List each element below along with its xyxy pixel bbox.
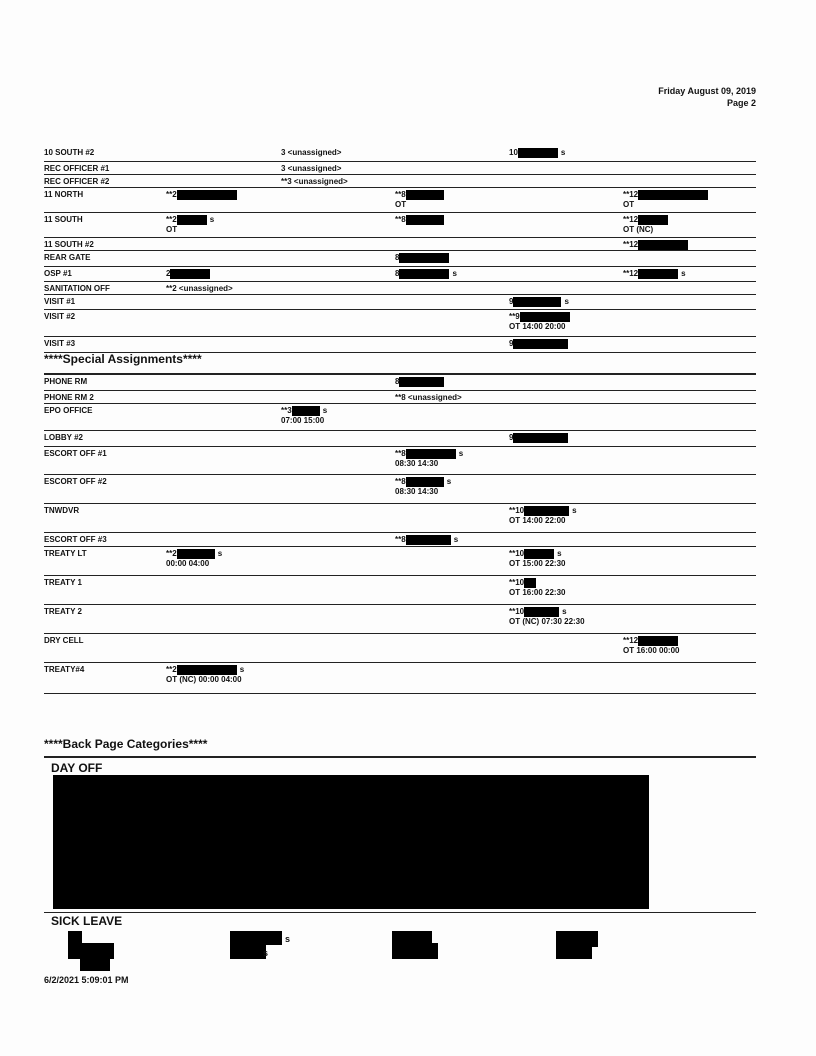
shift-code bbox=[623, 190, 708, 200]
shift-detail bbox=[509, 516, 577, 525]
cell-text: 8 bbox=[395, 269, 400, 279]
dollar-mark: s bbox=[560, 148, 566, 158]
back-page-categories-heading: ****Back Page Categories**** bbox=[44, 737, 208, 751]
post-name: TREATY#4 bbox=[44, 665, 85, 674]
roster-row bbox=[44, 533, 756, 547]
shift-code bbox=[509, 312, 570, 322]
shift-code bbox=[166, 665, 244, 675]
shift-code bbox=[509, 339, 568, 349]
post-name: ESCORT OFF #2 bbox=[44, 477, 107, 486]
dollar-mark: s bbox=[681, 269, 686, 279]
redaction-block bbox=[406, 190, 444, 200]
cell-text: **12 bbox=[623, 240, 639, 250]
roster-row bbox=[44, 504, 756, 533]
cell-text: **2 bbox=[166, 215, 177, 225]
post-name: OSP #1 bbox=[44, 269, 72, 278]
shift-code bbox=[509, 148, 565, 158]
shift-code bbox=[166, 215, 214, 225]
redaction-block bbox=[177, 549, 215, 559]
page-number: Page 2 bbox=[726, 98, 756, 108]
redaction-block bbox=[520, 312, 570, 322]
cell-text: **2 bbox=[166, 665, 177, 675]
dollar-mark: s bbox=[446, 477, 452, 487]
print-timestamp: 6/2/2021 5:09:01 PM bbox=[44, 975, 129, 985]
roster-row bbox=[44, 267, 756, 282]
redaction-block bbox=[556, 931, 598, 947]
dollar-mark: s bbox=[285, 934, 291, 944]
shift-code bbox=[623, 215, 668, 225]
shift-code bbox=[509, 578, 565, 588]
dollar-mark: s bbox=[562, 607, 567, 617]
shift-code bbox=[166, 190, 237, 200]
cell-text: OT bbox=[395, 200, 407, 209]
cell-text: **3 bbox=[281, 406, 292, 416]
dollar-mark: s bbox=[572, 506, 577, 516]
shift-detail bbox=[509, 559, 565, 568]
post-name: ESCORT OFF #3 bbox=[44, 535, 107, 544]
roster-row bbox=[44, 404, 756, 431]
assignment-cell bbox=[623, 636, 679, 655]
sick-leave-heading: SICK LEAVE bbox=[51, 914, 123, 928]
assignment-cell bbox=[509, 339, 568, 349]
post-name: REC OFFICER #1 bbox=[44, 164, 110, 173]
roster-row bbox=[44, 146, 756, 162]
assignment-cell bbox=[623, 240, 688, 250]
redaction-block bbox=[524, 607, 559, 617]
roster-row bbox=[44, 282, 756, 295]
dollar-mark: s bbox=[217, 549, 223, 559]
cell-text: 9 bbox=[509, 433, 514, 443]
assignment-cell bbox=[509, 148, 565, 158]
post-name: TNWDVR bbox=[44, 506, 80, 515]
divider bbox=[44, 912, 756, 913]
assignment-cell bbox=[623, 190, 708, 209]
redaction-block bbox=[638, 269, 678, 279]
redaction-block bbox=[177, 215, 207, 225]
dollar-mark: s bbox=[453, 535, 459, 545]
cell-text: 08:30 14:30 bbox=[395, 459, 439, 468]
dollar-mark: s bbox=[557, 549, 562, 559]
cell-text: OT (NC) 00:00 04:00 bbox=[166, 675, 242, 684]
redaction-block bbox=[80, 959, 110, 971]
cell-text: 9 bbox=[509, 339, 514, 349]
post-name: 10 SOUTH #2 bbox=[44, 148, 95, 157]
redaction-block bbox=[68, 931, 82, 943]
shift-detail bbox=[395, 487, 451, 496]
shift-code bbox=[281, 406, 327, 416]
shift-code bbox=[509, 433, 568, 443]
redaction-block bbox=[518, 148, 558, 158]
shift-code bbox=[395, 449, 463, 459]
shift-code bbox=[166, 549, 222, 559]
redaction-block bbox=[513, 297, 561, 307]
post-name: TREATY 2 bbox=[44, 607, 82, 616]
redaction-block bbox=[513, 339, 568, 349]
cell-text: OT 14:00 20:00 bbox=[509, 322, 566, 331]
roster-row bbox=[44, 576, 756, 605]
cell-text: 8 bbox=[395, 377, 400, 387]
redaction-block bbox=[638, 636, 678, 646]
roster-row bbox=[44, 375, 756, 391]
redaction-block bbox=[53, 775, 649, 909]
post-name: ESCORT OFF #1 bbox=[44, 449, 107, 458]
redaction-block bbox=[513, 433, 568, 443]
roster-row bbox=[44, 431, 756, 447]
cell-text: 9 bbox=[509, 297, 514, 307]
assignment-cell bbox=[166, 215, 214, 234]
redaction-block bbox=[406, 535, 451, 545]
cell-text: 2 bbox=[166, 269, 171, 279]
roster-row bbox=[44, 353, 756, 375]
cell-text: **3 <unassigned> bbox=[281, 177, 348, 186]
shift-detail bbox=[623, 646, 679, 655]
shift-code bbox=[395, 215, 444, 225]
cell-text: **2 <unassigned> bbox=[166, 284, 233, 293]
assignment-cell bbox=[395, 535, 458, 545]
shift-code bbox=[509, 506, 577, 516]
cell-text: OT bbox=[623, 200, 635, 209]
dollar-mark: s bbox=[322, 406, 328, 416]
post-name: VISIT #2 bbox=[44, 312, 76, 321]
divider bbox=[44, 756, 756, 758]
redaction-block bbox=[524, 549, 554, 559]
cell-text: 00:00 04:00 bbox=[166, 559, 210, 568]
post-name: TREATY LT bbox=[44, 549, 87, 558]
redaction-block bbox=[638, 215, 668, 225]
post-name: VISIT #3 bbox=[44, 339, 76, 348]
roster-row bbox=[44, 391, 756, 404]
redaction-block bbox=[230, 931, 282, 945]
post-name: DRY CELL bbox=[44, 636, 84, 645]
roster-row bbox=[44, 547, 756, 576]
assignment-cell bbox=[623, 215, 668, 234]
roster-table bbox=[44, 146, 756, 694]
shift-detail bbox=[166, 559, 222, 568]
dollar-mark: s bbox=[458, 449, 464, 459]
cell-text: 10 bbox=[509, 148, 518, 158]
cell-text: **12 bbox=[623, 636, 639, 646]
post-name: REAR GATE bbox=[44, 253, 91, 262]
shift-detail bbox=[166, 225, 214, 234]
cell-text: **2 bbox=[166, 190, 177, 200]
assignment-cell bbox=[395, 477, 451, 496]
assignment-cell bbox=[166, 549, 222, 568]
assignment-cell bbox=[281, 406, 327, 425]
assignment-cell bbox=[166, 284, 233, 293]
assignment-cell bbox=[166, 190, 237, 200]
shift-code bbox=[395, 393, 462, 402]
redaction-block bbox=[68, 943, 114, 959]
shift-detail bbox=[509, 617, 585, 626]
cell-text: **8 bbox=[395, 190, 406, 200]
section-heading: ****Special Assignments**** bbox=[44, 352, 202, 366]
shift-detail bbox=[509, 588, 565, 597]
shift-detail bbox=[623, 200, 708, 209]
redaction-block bbox=[399, 269, 449, 279]
roster-row bbox=[44, 605, 756, 634]
cell-text: OT 16:00 22:30 bbox=[509, 588, 566, 597]
redaction-block bbox=[230, 945, 269, 959]
cell-text: 3 <unassigned> bbox=[281, 148, 342, 157]
cell-text: OT 15:00 22:30 bbox=[509, 559, 566, 568]
cell-text: 07:00 15:00 bbox=[281, 416, 325, 425]
roster-row bbox=[44, 295, 756, 310]
cell-text: **8 <unassigned> bbox=[395, 393, 462, 402]
assignment-cell bbox=[395, 393, 462, 402]
roster-row bbox=[44, 188, 756, 213]
redaction-block bbox=[638, 240, 688, 250]
page-header bbox=[658, 85, 756, 109]
post-name: 11 NORTH bbox=[44, 190, 84, 199]
assignment-cell bbox=[509, 549, 565, 568]
shift-code bbox=[395, 477, 451, 487]
cell-text: **2 bbox=[166, 549, 177, 559]
shift-detail bbox=[509, 322, 570, 331]
post-name: 11 SOUTH bbox=[44, 215, 83, 224]
cell-text: OT (NC) bbox=[623, 225, 654, 234]
roster-row bbox=[44, 238, 756, 251]
post-name: SANITATION OFF bbox=[44, 284, 110, 293]
shift-code bbox=[509, 549, 565, 559]
dollar-mark: s bbox=[263, 948, 269, 958]
roster-row bbox=[44, 475, 756, 504]
redaction-block bbox=[177, 190, 237, 200]
post-name: 11 SOUTH #2 bbox=[44, 240, 94, 249]
redaction-block bbox=[524, 578, 536, 588]
roster-row bbox=[44, 447, 756, 475]
post-name: REC OFFICER #2 bbox=[44, 177, 110, 186]
redaction-block bbox=[638, 190, 708, 200]
cell-text: **9 bbox=[509, 312, 520, 322]
assignment-cell bbox=[281, 177, 348, 186]
shift-detail bbox=[281, 416, 327, 425]
redaction-block bbox=[406, 215, 444, 225]
roster-row bbox=[44, 310, 756, 337]
shift-code bbox=[509, 297, 569, 307]
assignment-cell bbox=[395, 190, 444, 209]
shift-code bbox=[395, 253, 449, 263]
cell-text: **8 bbox=[395, 215, 406, 225]
shift-code bbox=[166, 284, 233, 293]
shift-code bbox=[281, 177, 348, 186]
redaction-block bbox=[177, 665, 237, 675]
redaction-block bbox=[399, 253, 449, 263]
redaction-block bbox=[524, 506, 569, 516]
assignment-cell bbox=[509, 607, 585, 626]
dollar-mark: s bbox=[452, 269, 457, 279]
assignment-cell bbox=[509, 297, 569, 307]
post-name: PHONE RM 2 bbox=[44, 393, 94, 402]
redaction-block bbox=[399, 377, 444, 387]
cell-text: **10 bbox=[509, 578, 525, 588]
redaction-block bbox=[556, 947, 592, 959]
post-name: TREATY 1 bbox=[44, 578, 82, 587]
assignment-cell bbox=[395, 449, 463, 468]
cell-text: **12 bbox=[623, 190, 639, 200]
post-name: LOBBY #2 bbox=[44, 433, 83, 442]
assignment-cell bbox=[166, 665, 244, 684]
assignment-cell bbox=[509, 578, 565, 597]
redaction-block bbox=[392, 943, 438, 959]
cell-text: OT (NC) 07:30 22:30 bbox=[509, 617, 585, 626]
shift-code bbox=[395, 190, 444, 200]
dollar-mark: s bbox=[209, 215, 215, 225]
cell-text: **8 bbox=[395, 477, 406, 487]
shift-code bbox=[395, 377, 444, 387]
cell-text: 8 bbox=[395, 253, 400, 263]
cell-text: **10 bbox=[509, 549, 525, 559]
shift-code bbox=[623, 240, 688, 250]
redaction-block bbox=[292, 406, 320, 416]
assignment-cell bbox=[281, 164, 341, 173]
redaction-block bbox=[170, 269, 210, 279]
shift-detail bbox=[623, 225, 668, 234]
assignment-cell bbox=[509, 312, 570, 331]
assignment-cell bbox=[509, 506, 577, 525]
assignment-cell bbox=[395, 215, 444, 225]
shift-code bbox=[166, 269, 210, 279]
shift-code bbox=[509, 607, 585, 617]
cell-text: **12 bbox=[623, 215, 639, 225]
roster-row bbox=[44, 162, 756, 175]
redaction-block bbox=[406, 477, 444, 487]
assignment-cell bbox=[395, 269, 457, 279]
shift-code bbox=[395, 535, 458, 545]
post-name: EPO OFFICE bbox=[44, 406, 93, 415]
assignment-cell bbox=[623, 269, 686, 279]
post-name: VISIT #1 bbox=[44, 297, 76, 306]
cell-text: OT bbox=[166, 225, 178, 234]
shift-code bbox=[395, 269, 457, 279]
dollar-mark: s bbox=[564, 297, 569, 307]
report-date: Friday August 09, 2019 bbox=[658, 86, 756, 96]
shift-detail bbox=[395, 200, 444, 209]
post-name: PHONE RM bbox=[44, 377, 88, 386]
shift-code bbox=[281, 148, 341, 157]
dollar-mark: s bbox=[239, 665, 245, 675]
assignment-cell bbox=[509, 433, 568, 443]
redaction-block bbox=[406, 449, 456, 459]
cell-text: 3 <unassigned> bbox=[281, 164, 342, 173]
roster-row bbox=[44, 251, 756, 267]
assignment-cell bbox=[166, 269, 210, 279]
shift-code bbox=[623, 269, 686, 279]
assignment-cell bbox=[395, 253, 449, 263]
roster-row bbox=[44, 663, 756, 694]
shift-code bbox=[281, 164, 341, 173]
cell-text: 08:30 14:30 bbox=[395, 487, 439, 496]
cell-text: OT 16:00 00:00 bbox=[623, 646, 680, 655]
cell-text: **8 bbox=[395, 449, 406, 459]
day-off-heading: DAY OFF bbox=[51, 761, 103, 775]
redaction-block bbox=[392, 931, 432, 943]
shift-code bbox=[623, 636, 679, 646]
roster-row bbox=[44, 175, 756, 188]
cell-text: **10 bbox=[509, 506, 525, 516]
roster-row bbox=[44, 337, 756, 353]
cell-text: OT 14:00 22:00 bbox=[509, 516, 566, 525]
cell-text: **12 bbox=[623, 269, 639, 279]
shift-detail bbox=[166, 675, 244, 684]
roster-row bbox=[44, 634, 756, 663]
roster-row bbox=[44, 213, 756, 238]
cell-text: **10 bbox=[509, 607, 525, 617]
assignment-cell bbox=[395, 377, 444, 387]
assignment-cell bbox=[281, 148, 341, 157]
shift-detail bbox=[395, 459, 463, 468]
cell-text: **8 bbox=[395, 535, 406, 545]
